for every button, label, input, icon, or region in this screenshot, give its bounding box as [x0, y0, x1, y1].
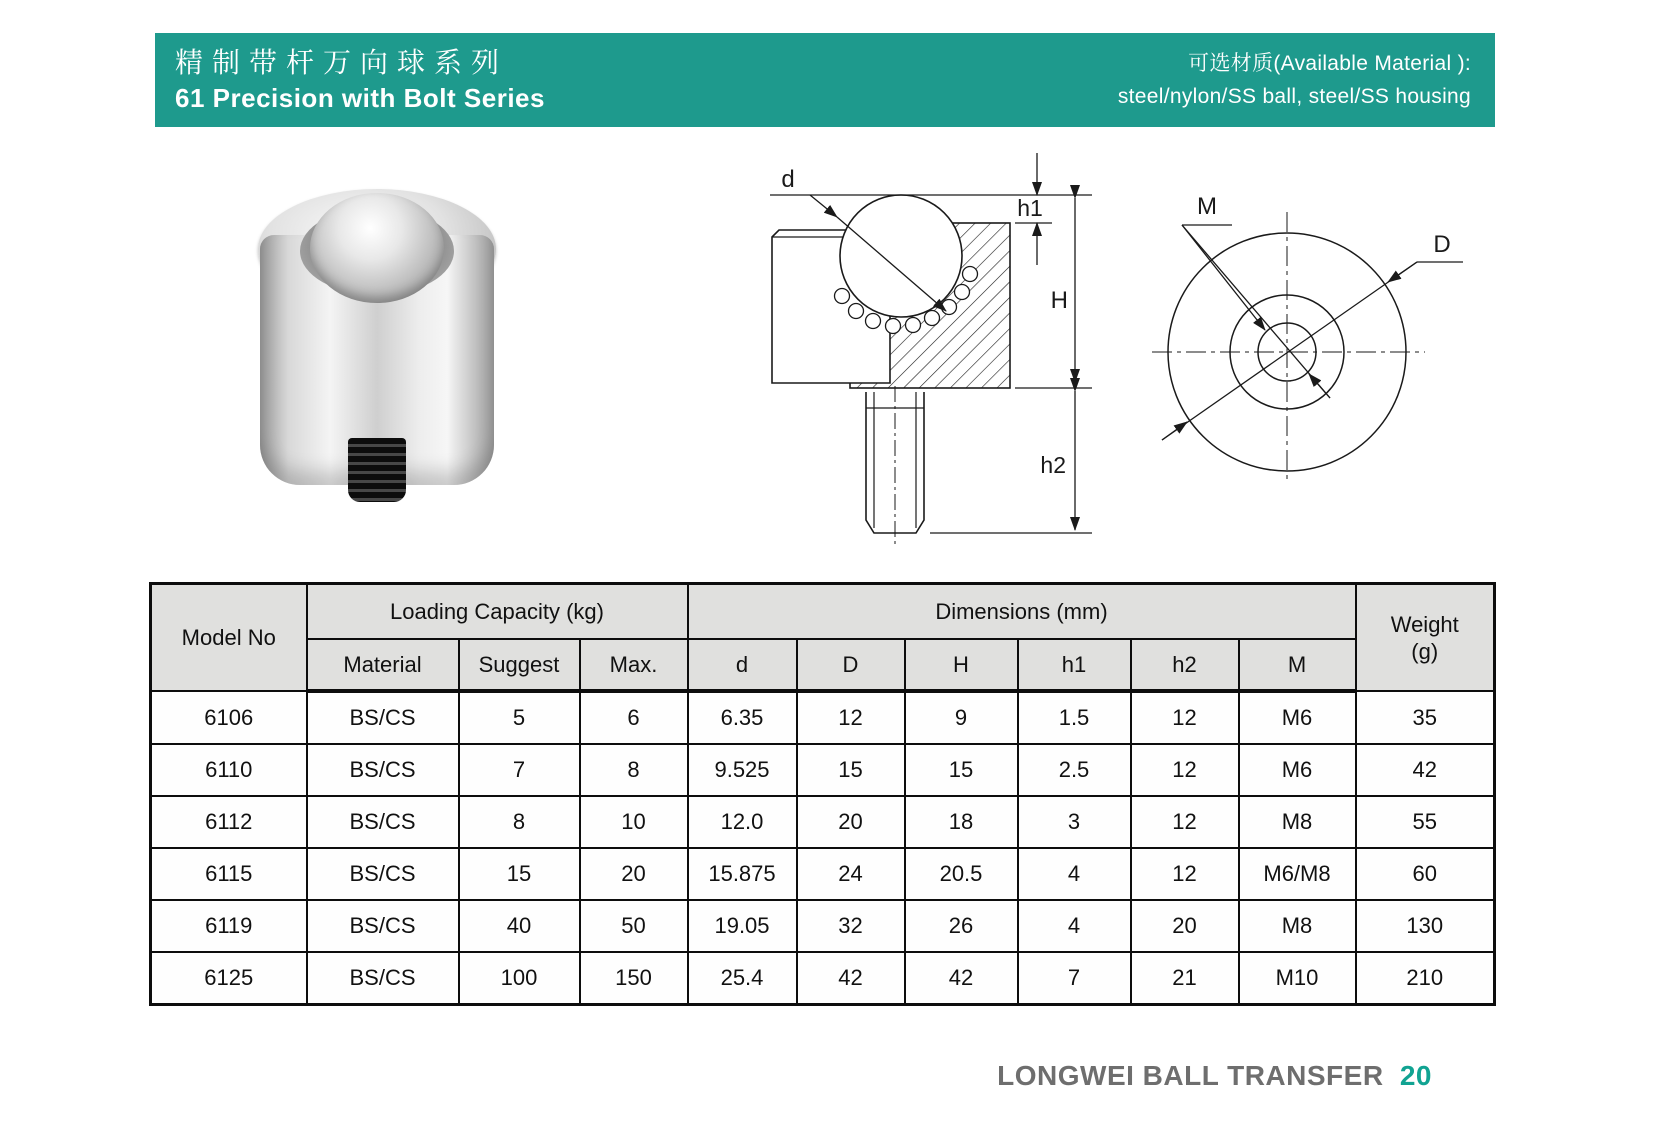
col-header-H: H	[905, 639, 1018, 691]
table-cell: BS/CS	[307, 691, 459, 744]
col-group-dimensions: Dimensions (mm)	[688, 584, 1356, 640]
table-cell: 42	[905, 952, 1018, 1005]
table-cell: M8	[1239, 796, 1356, 848]
table-row	[151, 848, 1495, 900]
table-header-row-1	[151, 584, 1495, 640]
table-cell: 12	[1131, 796, 1239, 848]
table-cell: 18	[905, 796, 1018, 848]
table-cell: 20	[797, 796, 905, 848]
table-cell: 4	[1018, 900, 1131, 952]
table-cell: M8	[1239, 900, 1356, 952]
col-header-h2: h2	[1131, 639, 1239, 691]
table-cell: 9.525	[688, 744, 797, 796]
table-cell: 12	[1131, 691, 1239, 744]
main-ball-section	[840, 195, 962, 317]
table-cell: 35	[1356, 691, 1495, 744]
col-group-loading-capacity: Loading Capacity (kg)	[307, 584, 688, 640]
table-cell: 2.5	[1018, 744, 1131, 796]
header-band	[155, 33, 1495, 127]
col-header-h1: h1	[1018, 639, 1131, 691]
table-cell: 150	[580, 952, 688, 1005]
table-cell: 15.875	[688, 848, 797, 900]
weight-label-line2: (g)	[1411, 638, 1439, 664]
table-cell: 7	[1018, 952, 1131, 1005]
table-cell: 3	[1018, 796, 1131, 848]
table-row	[151, 952, 1495, 1005]
table-cell: BS/CS	[307, 796, 459, 848]
table-cell: 8	[459, 796, 580, 848]
table-cell: BS/CS	[307, 952, 459, 1005]
brand-name: LONGWEI BALL TRANSFER	[997, 1060, 1384, 1091]
header-titles	[175, 45, 545, 115]
table-cell: M6/M8	[1239, 848, 1356, 900]
label-d: d	[781, 166, 795, 193]
table-cell: BS/CS	[307, 900, 459, 952]
label-h2: h2	[1040, 452, 1066, 478]
series-title-chinese: 精制带杆万向球系列	[175, 47, 509, 78]
table-cell: 9	[905, 691, 1018, 744]
table-cell: 12	[1131, 744, 1239, 796]
table-cell: 4	[1018, 848, 1131, 900]
table-cell: BS/CS	[307, 848, 459, 900]
table-cell: 6.35	[688, 691, 797, 744]
available-material-label: 可选材质(Available Material ):	[1188, 52, 1471, 75]
table-cell: 1.5	[1018, 691, 1131, 744]
series-title-english: 61 Precision with Bolt Series	[175, 83, 545, 113]
col-header-material: Material	[307, 639, 459, 691]
table-cell: 20.5	[905, 848, 1018, 900]
col-header-D: D	[797, 639, 905, 691]
available-material-value: steel/nylon/SS ball, steel/SS housing	[1117, 85, 1471, 108]
table-row	[151, 691, 1495, 744]
leader-lines	[1162, 225, 1463, 440]
table-cell: 15	[797, 744, 905, 796]
col-header-M: M	[1239, 639, 1356, 691]
table-cell: 20	[580, 848, 688, 900]
bolt-section	[866, 386, 924, 544]
table-cell: 6125	[151, 952, 307, 1005]
table-cell: M6	[1239, 691, 1356, 744]
threaded-bolt	[348, 438, 406, 502]
table-cell: 6110	[151, 744, 307, 796]
table-cell: M6	[1239, 744, 1356, 796]
table-cell: 55	[1356, 796, 1495, 848]
table-cell: 42	[1356, 744, 1495, 796]
table-cell: 6	[580, 691, 688, 744]
table-cell: 130	[1356, 900, 1495, 952]
table-cell: 8	[580, 744, 688, 796]
table-cell: 6112	[151, 796, 307, 848]
table-cell: 6119	[151, 900, 307, 952]
col-header-max: Max.	[580, 639, 688, 691]
table-cell: M10	[1239, 952, 1356, 1005]
table-row	[151, 796, 1495, 848]
table-cell: BS/CS	[307, 744, 459, 796]
table-cell: 32	[797, 900, 905, 952]
spec-table	[149, 582, 1496, 1006]
top-view-drawing	[1100, 150, 1500, 520]
table-cell: 6115	[151, 848, 307, 900]
page-number: 20	[1399, 1060, 1432, 1091]
col-header-model-no: Model No	[151, 584, 307, 692]
table-row	[151, 744, 1495, 796]
label-M: M	[1197, 193, 1217, 220]
table-cell: 26	[905, 900, 1018, 952]
col-header-weight	[1356, 584, 1495, 692]
table-cell: 15	[459, 848, 580, 900]
label-H: H	[1050, 287, 1068, 314]
section-drawing	[700, 140, 1150, 580]
page-footer	[997, 1060, 1432, 1092]
weight-label-line1: Weight	[1390, 611, 1459, 637]
available-material	[1118, 47, 1471, 113]
table-cell: 42	[797, 952, 905, 1005]
centerlines	[1152, 212, 1425, 483]
table-cell: 210	[1356, 952, 1495, 1005]
table-cell: 100	[459, 952, 580, 1005]
table-cell: 7	[459, 744, 580, 796]
table-header-row-2	[151, 639, 1495, 691]
table-cell: 6106	[151, 691, 307, 744]
table-cell: 40	[459, 900, 580, 952]
table-cell: 15	[905, 744, 1018, 796]
table-cell: 12	[797, 691, 905, 744]
col-header-suggest: Suggest	[459, 639, 580, 691]
transfer-ball	[310, 193, 444, 303]
col-header-d: d	[688, 639, 797, 691]
table-cell: 60	[1356, 848, 1495, 900]
table-row	[151, 900, 1495, 952]
table-cell: 50	[580, 900, 688, 952]
table-cell: 21	[1131, 952, 1239, 1005]
table-cell: 12.0	[688, 796, 797, 848]
label-h1: h1	[1017, 195, 1043, 221]
table-cell: 25.4	[688, 952, 797, 1005]
table-cell: 20	[1131, 900, 1239, 952]
table-cell: 5	[459, 691, 580, 744]
table-cell: 19.05	[688, 900, 797, 952]
table-cell: 24	[797, 848, 905, 900]
table-cell: 10	[580, 796, 688, 848]
product-photo	[248, 163, 540, 508]
table-cell: 12	[1131, 848, 1239, 900]
label-D: D	[1433, 231, 1451, 258]
